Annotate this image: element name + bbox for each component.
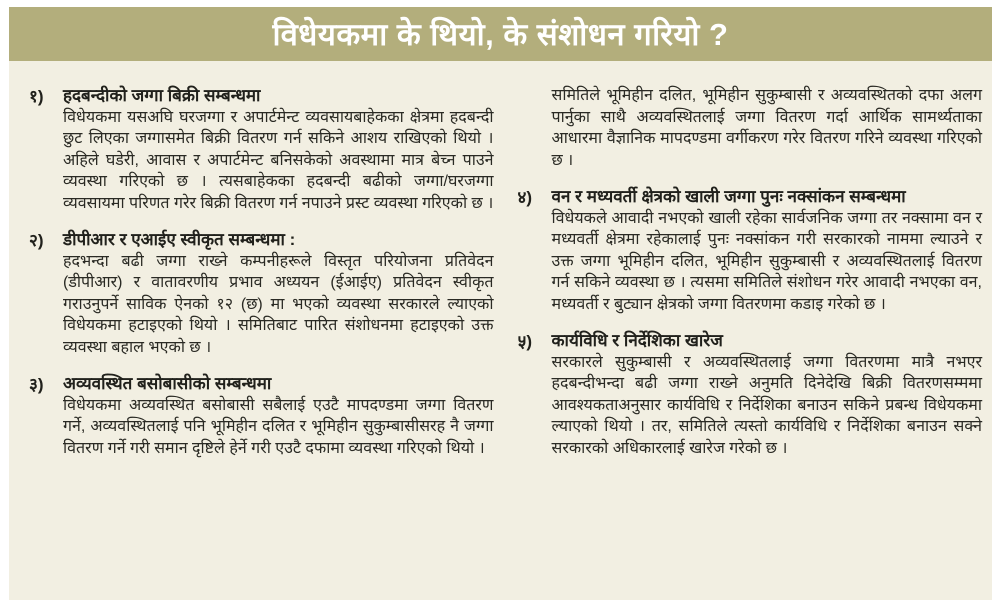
- section-1: [29, 85, 494, 214]
- section-1-body: विधेयकमा यसअघि घरजग्गा र अपार्टमेन्ट व्यवसायबाहेकका क्षेत्रमा हदबन्दी छुट लिएका जग्गासमेत बिक्री वितरण गर्न सकिने आशय राखिएको थियो । अहिले घडेरी, आवास र अपार्टमेन्ट बनिसकेको अवस्थामा मात्र बेच्न पाउने व्यवस्था गरिएको छ । त्यसबाहेकका हदबन्दी बढीको जग्गा/घरजग्गा व्यवसायमा परिणत गरेर बिक्री वितरण गर्न नपाउने प्रस्ट व्यवस्था गरिएको छ ।: [63, 108, 494, 212]
- section-4: [518, 186, 983, 315]
- section-3-heading: अव्यवस्थित बसोबासीको सम्बन्धमा: [63, 374, 272, 393]
- section-3-continuation-number: [518, 85, 552, 171]
- section-4-heading: वन र मध्यवर्ती क्षेत्रको खाली जग्गा पुनः नक्सांकन सम्बन्धमा: [551, 187, 906, 206]
- section-1-number: १): [29, 87, 44, 106]
- page-title: विधेयकमा के थियो, के संशोधन गरियो ?: [272, 17, 729, 52]
- section-3-continuation-body: समितिले भूमिहीन दलित, भूमिहीन सुकुम्बासी र अव्यवस्थितको दफा अलग पार्नुका साथै अव्यवस्थितलाई जग्गा वितरण गर्दा आर्थिक सामर्थ्यताका आधारमा वैज्ञानिक मापदण्डमा वर्गीकरण गरेर वितरण गरिने व्यवस्था गरिएको छ ।: [551, 87, 982, 169]
- section-1-main: [63, 85, 494, 214]
- left-column: [29, 85, 494, 574]
- section-2-main: [63, 229, 494, 358]
- section-5: [518, 330, 983, 459]
- section-5-number: ५): [517, 332, 533, 351]
- section-4-number: ४): [517, 188, 533, 207]
- section-5-heading: कार्यविधि र निर्देशिका खारेज: [551, 331, 723, 350]
- section-2: [29, 229, 494, 358]
- section-3-continuation-main: [552, 85, 983, 171]
- section-5-body: सरकारले सुकुम्बासी र अव्यवस्थितलाई जग्गा वितरणमा मात्रै नभएर हदबन्दीभन्दा बढी जग्गा राख्ने अनुमति दिनेदेखि बिक्री वितरणसम्ममा आवश्यकताअनुसार कार्यविधि र निर्देशिका बनाउन सकिने प्रबन्ध विधेयकमा ल्याएको थियो । तर, समितिले त्यस्तो कार्यविधि र निर्देशिका बनाउन सक्ने सरकारको अधिकारलाई खारेज गरेको छ ।: [551, 353, 982, 457]
- content-area: [9, 61, 992, 600]
- section-3-body: विधेयकमा अव्यवस्थित बसोबासी सबैलाई एउटै मापदण्डमा जग्गा वितरण गर्ने, अव्यवस्थितलाई पनि भूमिहीन दलित र भूमिहीन सुकुम्बासीसरह नै जग्गा वितरण गर्ने गरी समान दृष्टिले हेर्ने गरी एउटै दफामा व्यवस्था गरिएको थियो ।: [63, 396, 494, 457]
- header-band: [9, 7, 992, 61]
- section-2-body: हदभन्दा बढी जग्गा राख्ने कम्पनीहरूले विस्तृत परियोजना प्रतिवेदन (डीपीआर) र वातावरणीय प्रभाव अध्ययन (ईआईए) प्रतिवेदन स्वीकृत गराउनुपर्ने साविक ऐनको १२ (छ) मा भएको व्यवस्था सरकारले ल्याएको विधेयकमा हटाइएको थियो । समितिबाट पारित संशोधनमा हटाइएको उक्त व्यवस्था बहाल भएको छ ।: [63, 252, 494, 356]
- section-5-main: [552, 330, 983, 459]
- section-3-continuation: [518, 85, 983, 171]
- section-2-number: २): [29, 231, 44, 250]
- right-column: [518, 85, 983, 574]
- section-3-main: [63, 373, 494, 459]
- section-4-body: विधेयकले आवादी नभएको खाली रहेका सार्वजनिक जग्गा तर नक्सामा वन र मध्यवर्ती क्षेत्रमा रहेकालाई पुनः नक्सांकन गरी सरकारको नाममा ल्याउने र उक्त जग्गा भूमिहीन दलित, भूमिहीन सुकुम्बासी र अव्यवस्थितलाई वितरण गर्न सकिने व्यवस्था छ । त्यसमा समितिले संशोधन गरेर आवादी नभएका वन, मध्यवर्ती र बुट्यान क्षेत्रको जग्गा वितरणमा कडाइ गरेको छ ।: [551, 209, 982, 313]
- section-3-number: ३): [29, 375, 44, 394]
- section-2-heading: डीपीआर र एआईए स्वीकृत सम्बन्धमा :: [63, 230, 296, 249]
- section-1-heading: हदबन्दीको जग्गा बिक्री सम्बन्धमा: [63, 86, 261, 105]
- section-4-main: [552, 186, 983, 315]
- section-3: [29, 373, 494, 459]
- amendment-infobox: [9, 7, 992, 600]
